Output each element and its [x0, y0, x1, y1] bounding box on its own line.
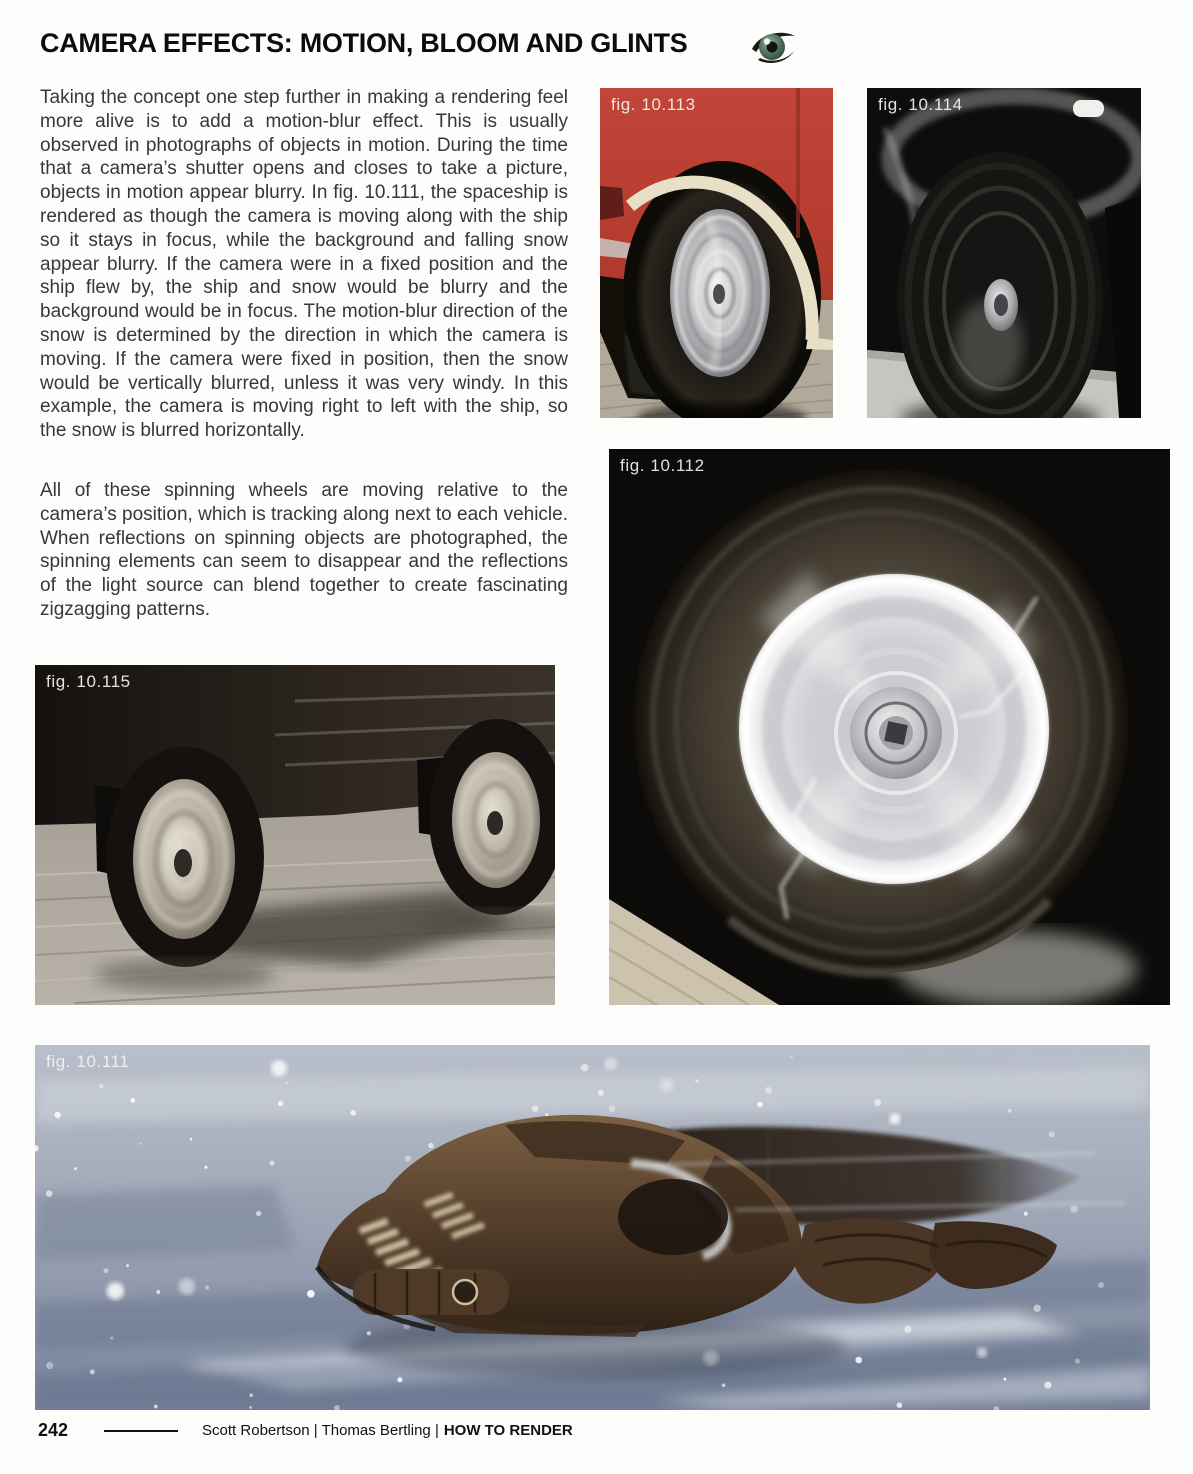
eye-icon	[748, 27, 800, 65]
figure-label: fig. 10.111	[46, 1052, 130, 1071]
footer-book-title: HOW TO RENDER	[443, 1422, 573, 1439]
figure-10-114-black-car-wheel-photo	[867, 88, 1141, 418]
figure-label: fig. 10.113	[611, 95, 696, 114]
footer-authors: Scott Robertson | Thomas Bertling |	[202, 1422, 439, 1439]
figure-label: fig. 10.112	[620, 456, 705, 475]
figure-10-112-spinning-wheel-closeup-photo	[609, 449, 1170, 1005]
page-footer	[38, 1420, 1138, 1441]
page-number: 242	[38, 1420, 69, 1440]
footer-rule	[104, 1430, 178, 1432]
page-title: CAMERA EFFECTS: MOTION, BLOOM AND GLINTS	[40, 28, 688, 58]
figure-label: fig. 10.115	[46, 672, 131, 691]
body-paragraph-1: Taking the concept one step further in making a rendering feel more alive is to add a motion-blur effect. This is usually observed in photographs of objects in motion. During the time that a camera’s shutter opens and closes to take a picture, objects in motion appear blurry. In fig. 10.111, the spaceship is rendered as though the camera is moving along with the ship so it stays in focus, while the background and falling snow appear blurry. If the camera were in a fixed position and the ship flew by, the ship and snow would be blurry and the background would be in focus. The motion-blur direction of the snow is determined by the direction in which the camera is moving. If the camera were fixed in position, then the snow would be vertically blurred, unless it was very windy. In this example, the camera is moving right to left with the ship, so the snow is blurred horizontally.	[40, 87, 568, 442]
figure-label: fig. 10.114	[878, 95, 963, 114]
snow-scene	[35, 1045, 1150, 1410]
figure-10-113-red-car-wheel-photo	[600, 88, 833, 418]
body-paragraph-2: All of these spinning wheels are moving relative to the camera’s position, which is tracking along next to each vehicle. When reflections on spinning objects are photographed, the spinning elements can seem to disappear and the reflections of the light source can blend together to create fascinating zigzagging patterns.	[40, 479, 568, 620]
figure-10-111-spaceship-snow-photo	[35, 1045, 1150, 1410]
body-text-column	[40, 86, 568, 622]
figure-10-115-suv-wheels-photo	[35, 665, 555, 1005]
